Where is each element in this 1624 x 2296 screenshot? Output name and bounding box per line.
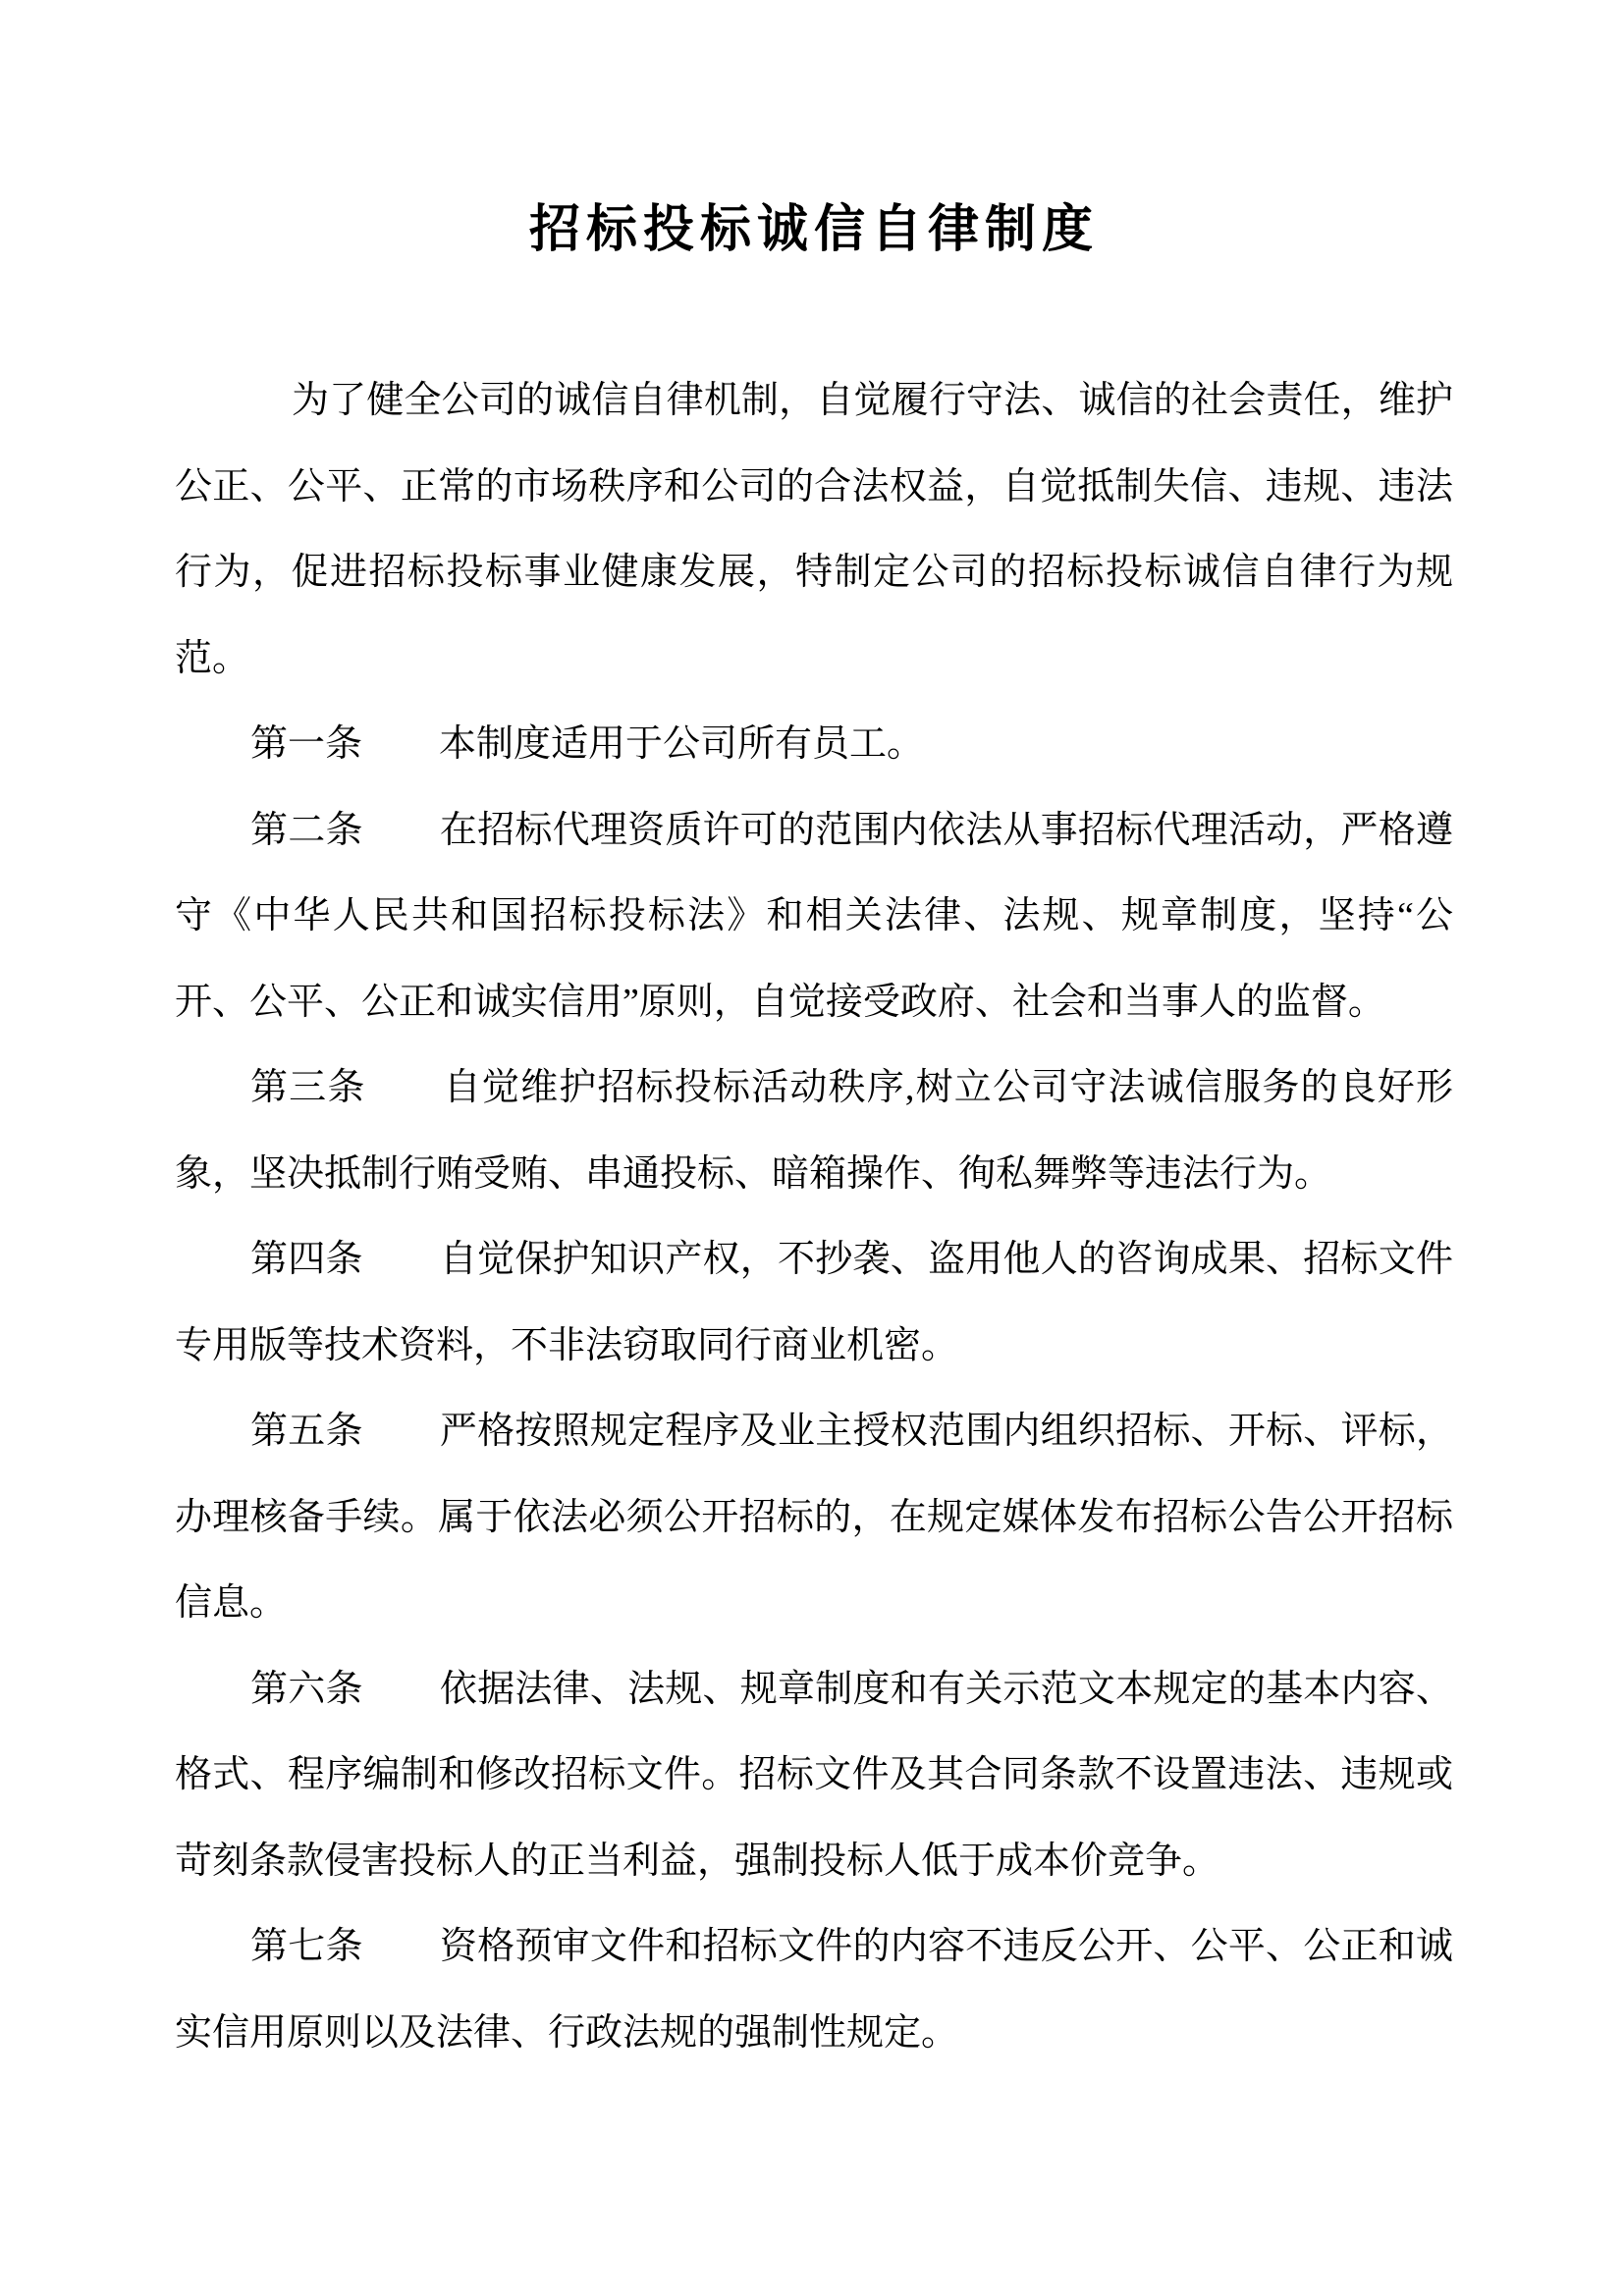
article-text: 严格按照规定程序及业主授权范围内组织招标、开标、评标，办理核备手续。属于依法必须公开招标的，在规定媒体发布招标公告公开招标信息。 (175, 1411, 1453, 1624)
label-gap (363, 1442, 440, 1443)
label-gap (363, 841, 440, 842)
article-paragraph (175, 1389, 1453, 1647)
article-paragraph (175, 1647, 1453, 1905)
article-text: 自觉维护招标投标活动秩序,树立公司守法诚信服务的良好形象，坚决抵制行贿受贿、串通投标、暗箱操作、徇私舞弊等违法行为。 (175, 1067, 1453, 1195)
article-paragraph (175, 788, 1453, 1046)
article-number: 第四条 (250, 1239, 363, 1280)
intro-paragraph: 为了健全公司的诚信自律机制，自觉履行守法、诚信的社会责任，维护公正、公平、正常的市场秩序和公司的合法权益，自觉抵制失信、违规、违法行为，促进招标投标事业健康发展，特制定公司的招标投标诚信自律行为规范。 (175, 380, 1453, 679)
article-number: 第六条 (250, 1668, 363, 1710)
article-number: 第二条 (250, 809, 363, 851)
article-paragraph (175, 1045, 1453, 1217)
article-text: 本制度适用于公司所有员工。 (439, 723, 925, 765)
article-number: 第五条 (250, 1411, 363, 1452)
article-text: 依据法律、法规、规章制度和有关示范文本规定的基本内容、格式、程序编制和修改招标文件。招标文件及其合同条款不设置违法、违规或苛刻条款侵害投标人的正当利益，强制投标人低于成本价竞争。 (175, 1668, 1453, 1882)
article-number: 第七条 (250, 1926, 363, 1967)
article-number: 第一条 (250, 723, 363, 765)
page-title: 招标投标诚信自律制度 (528, 202, 1099, 258)
label-gap (363, 1957, 440, 1958)
article-paragraph (175, 1217, 1453, 1389)
article-number: 第三条 (250, 1067, 366, 1108)
label-gap (363, 1270, 440, 1271)
article-paragraph (175, 702, 1453, 788)
document-body (175, 358, 1453, 2076)
article-text: 自觉保护知识产权，不抄袭、盗用他人的咨询成果、招标文件专用版等技术资料，不非法窃取同行商业机密。 (175, 1239, 1453, 1366)
article-paragraph (175, 1904, 1453, 2076)
label-gap (362, 755, 439, 756)
article-text: 在招标代理资质许可的范围内依法从事招标代理活动，严格遵守《中华人民共和国招标投标法》和相关法律、法规、规章制度，坚持“公开、公平、公正和诚实信用”原则，自觉接受政府、社会和当事人的监督。 (175, 809, 1453, 1023)
label-gap (363, 1700, 440, 1701)
label-gap (366, 1098, 443, 1099)
article-text: 资格预审文件和招标文件的内容不违反公开、公平、公正和诚实信用原则以及法律、行政法规的强制性规定。 (175, 1926, 1453, 2054)
